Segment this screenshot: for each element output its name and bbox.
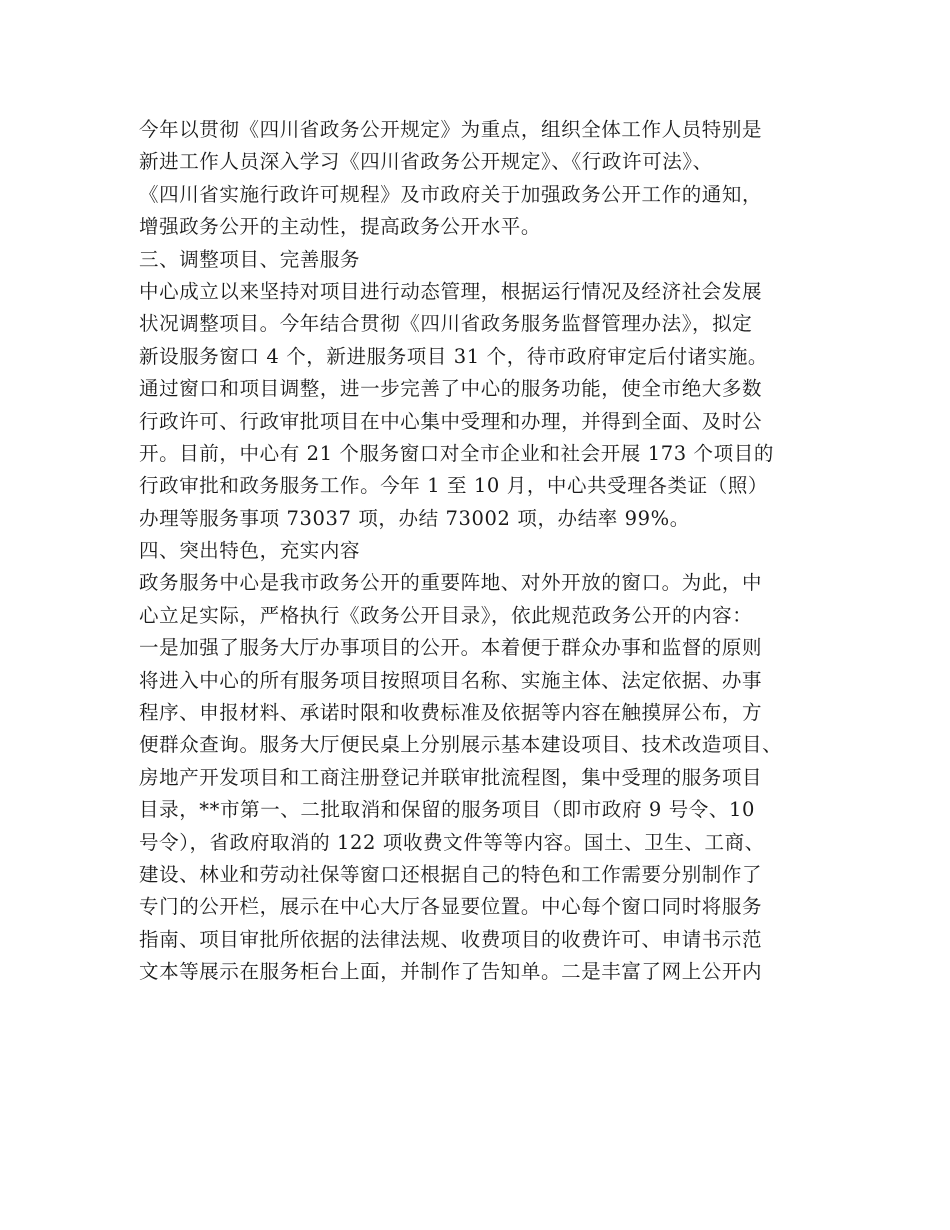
body-line: 号令），省政府取消的 122 项收费文件等等内容。国土、卫生、工商、 (139, 830, 765, 854)
body-line: 通过窗口和项目调整，进一步完善了中心的服务功能，使全市绝大多数 (139, 377, 763, 401)
body-line: 新进工作人员深入学习《四川省政务公开规定》、《行政许可法》、 (139, 150, 713, 174)
body-line: 目录，**市第一、二批取消和保留的服务项目（即市政府 9 号令、10 (139, 798, 756, 822)
body-line: 新设服务窗口 4 个，新进服务项目 31 个，待市政府审定后付诸实施。 (139, 344, 769, 368)
body-line: 开。目前，中心有 21 个服务窗口对全市企业和社会开展 173 个项目的 (139, 441, 774, 465)
document-body (139, 114, 839, 989)
body-line: 房地产开发项目和工商注册登记并联审批流程图，集中受理的服务项目 (139, 765, 763, 789)
body-line: 《四川省实施行政许可规程》及市政府关于加强政务公开工作的通知， (139, 182, 763, 206)
body-line: 状况调整项目。今年结合贯彻《四川省政务服务监督管理办法》，拟定 (139, 312, 753, 336)
section-heading: 四、突出特色，充实内容 (139, 539, 361, 563)
body-line: 将进入中心的所有服务项目按照项目名称、实施主体、法定依据、办事 (139, 668, 763, 692)
body-line: 行政审批和政务服务工作。今年 1 至 10 月，中心共受理各类证（照） (139, 474, 769, 498)
body-line: 一是加强了服务大厅办事项目的公开。本着便于群众办事和监督的原则 (139, 636, 763, 660)
body-line: 今年以贯彻《四川省政务公开规定》为重点，组织全体工作人员特别是 (139, 118, 763, 141)
body-line: 专门的公开栏，展示在中心大厅各显要位置。中心每个窗口同时将服务 (139, 895, 763, 919)
body-line: 增强政务公开的主动性，提高政务公开水平。 (139, 215, 542, 239)
body-line: 政务服务中心是我市政务公开的重要阵地、对外开放的窗口。为此，中 (139, 571, 763, 595)
body-line: 程序、申报材料、承诺时限和收费标准及依据等内容在触摸屏公布，方 (139, 701, 763, 725)
body-line: 办理等服务事项 73037 项，办结 73002 项，办结率 99%。 (139, 506, 690, 530)
section-heading: 三、调整项目、完善服务 (139, 247, 361, 271)
body-line: 行政许可、行政审批项目在中心集中受理和办理，并得到全面、及时公 (139, 409, 763, 433)
body-line: 中心成立以来坚持对项目进行动态管理，根据运行情况及经济社会发展 (139, 279, 763, 303)
body-line: 建设、林业和劳动社保等窗口还根据自己的特色和工作需要分别制作了 (139, 862, 763, 886)
body-line: 便群众查询。服务大厅便民桌上分别展示基本建设项目、技术改造项目、 (139, 733, 783, 757)
body-line: 文本等展示在服务柜台上面，并制作了告知单。二是丰富了网上公开内 (139, 960, 763, 984)
body-line: 指南、项目审批所依据的法律法规、收费项目的收费许可、申请书示范 (139, 927, 763, 951)
body-line: 心立足实际，严格执行《政务公开目录》，依此规范政务公开的内容： (139, 603, 753, 627)
